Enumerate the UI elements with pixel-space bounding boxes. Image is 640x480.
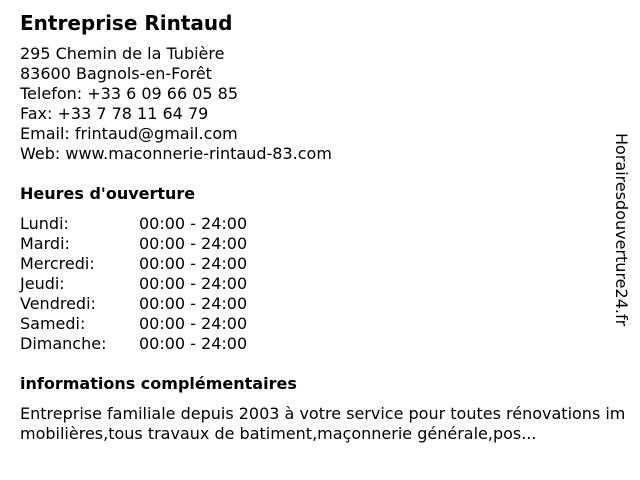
time-range: 00:00 - 24:00 — [139, 254, 248, 273]
time-range: 00:00 - 24:00 — [139, 234, 248, 253]
time-range: 00:00 - 24:00 — [139, 314, 248, 333]
contact-block — [20, 44, 332, 164]
day-label: Vendredi: — [20, 294, 96, 313]
hours-row-tuesday — [20, 234, 280, 254]
time-range: 00:00 - 24:00 — [139, 334, 248, 353]
info-heading: informations complémentaires — [20, 374, 297, 393]
hours-row-friday — [20, 294, 280, 314]
day-label: Dimanche: — [20, 334, 107, 353]
hours-row-thursday — [20, 274, 280, 294]
day-label: Samedi: — [20, 314, 86, 333]
business-name: Entreprise Rintaud — [20, 11, 233, 35]
address-street: 295 Chemin de la Tubière — [20, 44, 225, 63]
time-range: 00:00 - 24:00 — [139, 294, 248, 313]
time-range: 00:00 - 24:00 — [139, 214, 248, 233]
hours-row-wednesday — [20, 254, 280, 274]
fax-number: Fax: +33 7 78 11 64 79 — [20, 104, 209, 123]
hours-row-sunday — [20, 334, 280, 354]
phone-number: Telefon: +33 6 09 66 05 85 — [20, 84, 239, 103]
email-address: Email: frintaud@gmail.com — [20, 124, 238, 143]
hours-table — [20, 214, 280, 354]
day-label: Lundi: — [20, 214, 69, 233]
time-range: 00:00 - 24:00 — [139, 274, 248, 293]
info-description: Entreprise familiale depuis 2003 à votre service pour toutes rénovations immobilières,tous travaux de batiment,maçonnerie générale,pos... — [20, 404, 626, 443]
hours-heading: Heures d'ouverture — [20, 184, 196, 203]
hours-row-saturday — [20, 314, 280, 334]
address-city: 83600 Bagnols-en-Forêt — [20, 64, 212, 83]
website-url: Web: www.maconnerie-rintaud-83.com — [20, 144, 332, 163]
hours-row-monday — [20, 214, 280, 234]
watermark-text: Horairesdouverture24.fr — [612, 133, 631, 327]
day-label: Mardi: — [20, 234, 70, 253]
day-label: Jeudi: — [20, 274, 65, 293]
day-label: Mercredi: — [20, 254, 95, 273]
